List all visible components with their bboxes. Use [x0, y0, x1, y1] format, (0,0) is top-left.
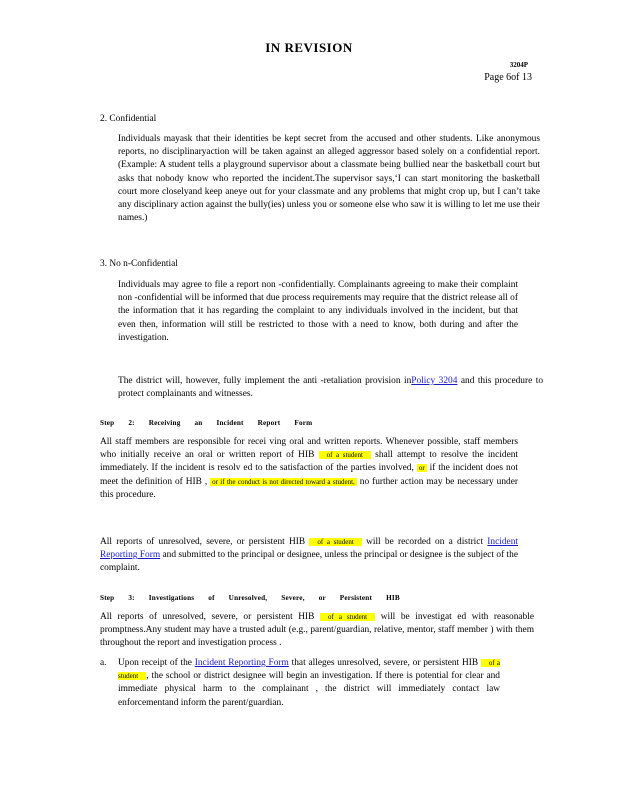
step-2-text-b: shall attempt to resolve the incident immediately. If the incident is resolv ed to the satisfaction of the parties involved,	[100, 450, 519, 474]
step-2-text-d: no further action may be necessary under this procedure.	[100, 476, 518, 500]
section-3-text: Individuals may agree to file a report non -confidentially. Complainants agreeing to make their complaint non -confidential will be informed that due process requirements may require that the district release all of the information that it has regarding the complaint to any individuals involved in the incident, but that even then, information will still be restricted to those with a need to know, both during and after the investigation.	[118, 280, 518, 343]
step-2-heading: Step 2: Receiving an Incident Report Form	[100, 419, 313, 427]
page-number: Page 6of 13	[484, 72, 532, 83]
step-2-paragraph-2	[100, 536, 518, 576]
highlight-of-a-student: of a student	[319, 451, 371, 459]
retaliation-text: The district will, however, fully implement the anti -retaliation provision in	[118, 376, 412, 386]
item-a-text-2: that alleges unresolved, severe, or persistent HIB	[288, 658, 479, 668]
incident-reporting-form-link[interactable]: Incident Reporting Form	[100, 537, 519, 561]
incident-reporting-form-link[interactable]: Incident Reporting Form	[194, 658, 289, 668]
step-2-p2-text-c: and submitted to the principal or designee, unless the principal or designee is the subject of the complaint.	[100, 550, 518, 574]
item-a-text-3: , the school or district designee will begin an investigation. If there is potential for clear and immediate physical harm to the complainant , the district will immediately contact law enforcementand inform the parent/guardian.	[118, 671, 500, 708]
document-code: 3204P	[509, 61, 528, 69]
highlight-of-a-student: of a student	[309, 538, 361, 546]
item-a-label: a.	[100, 658, 107, 668]
highlight-or: or	[418, 464, 425, 473]
retaliation-text-end: and this procedure to protect complainants and witnesses.	[118, 376, 544, 400]
section-2-text: Individuals mayask that their identities be kept secret from the accused and other students. Like anonymous reports, no disciplinaryaction will be taken against an alleged aggressor based solely on a confidential report. (Example: A student tells a playground supervisor about a classmate being bullied near the basketball court but asks that nobody know who reported the incident.The supervisor says,‘I can start monitoring the basketball court more closelyand keep aneye out for your classmate and any problems that might crop up, but I can’t take any disciplinary action against the bully(ies) unless you or someone else who saw it is willing to let me use their names.)	[118, 134, 540, 224]
retaliation-paragraph	[118, 375, 543, 401]
step-2-p2-text-a: All reports of unresolved, severe, or persistent HIB	[100, 537, 306, 547]
revision-title: IN REVISION	[265, 40, 353, 55]
step-2-paragraph-1	[100, 436, 518, 502]
step-2-text-a: All staff members are responsible for recei ving oral and written reports. Whenever possible, staff members who initially receive an oral or written report of HIB	[100, 437, 518, 461]
step-2-p2-text-b: will be recorded on a district	[366, 537, 488, 547]
step-3-heading: Step 3: Investigations of Unresolved, Severe, or Persistent HIB	[100, 594, 400, 602]
step-3-item-a	[118, 657, 500, 710]
section-2-body	[118, 133, 540, 225]
step-3-text-a: All reports of unresolved, severe, or persistent HIB	[100, 612, 315, 622]
step-3-paragraph-1	[100, 611, 534, 651]
step-3-text-b: will be investigat ed with reasonable promptness.Any student may have a trusted adult (e.g., parent/guardian, relative, mentor, staff member ) with them throughout the report and investigation process .	[100, 612, 535, 649]
highlight-of-a-student: of a student	[118, 659, 501, 681]
section-2-heading: 2. Confidential	[100, 114, 157, 124]
highlight-conduct: or if the conduct is not directed toward a student,	[212, 477, 355, 486]
step-2-text-c: if the incident does not meet the definition of HIB ,	[100, 463, 519, 487]
section-3-heading: 3. No n-Confidential	[100, 259, 178, 269]
section-3-body	[118, 279, 518, 345]
highlight-of-a-student: of a student	[320, 613, 375, 621]
policy-3204-link[interactable]: Policy 3204	[411, 376, 458, 386]
item-a-text-1: Upon receipt of the	[118, 658, 195, 668]
